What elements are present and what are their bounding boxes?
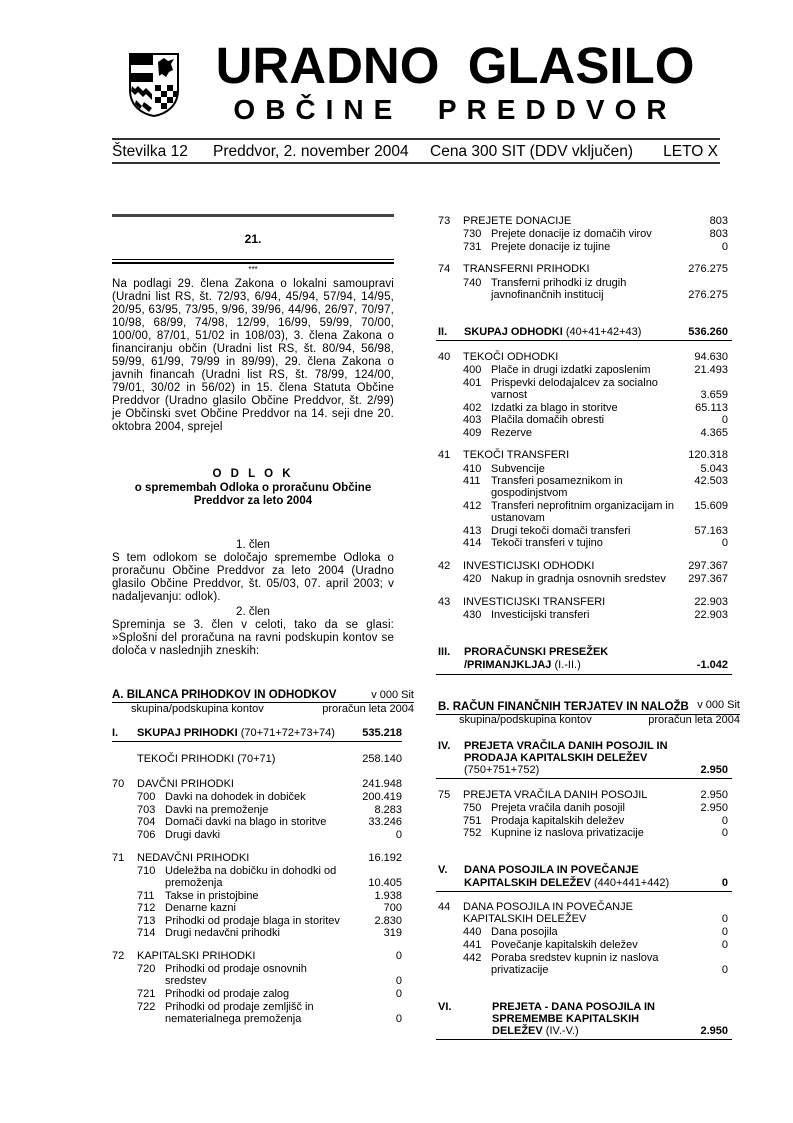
total-IV-label-line2: PRODAJA KAPITALSKIH DELEŽEV	[464, 752, 648, 764]
item-value: 319	[383, 927, 402, 940]
total-VI-formula: (IV.-V.)	[545, 1025, 579, 1037]
item-value: 2.830	[374, 914, 402, 927]
item-value: 42.503	[694, 475, 728, 488]
article-1-heading: 1. člen	[236, 539, 270, 551]
item-label-line2: ustanovam	[491, 512, 545, 525]
item-value: 0	[721, 827, 728, 840]
item-label: Takse in pristojbine	[165, 889, 259, 902]
item-label: Prihodki od prodaje osnovnih	[165, 963, 307, 976]
item-value: 803	[709, 228, 728, 241]
item-label-line2: nematerialnega premoženja	[165, 1012, 302, 1025]
tekoci-prihodki-label: TEKOČI PRIHODKI (70+71)	[137, 753, 276, 765]
group-value: 2.950	[700, 789, 728, 801]
item-code: 409	[463, 426, 482, 439]
total-I-formula: (70+71+72+73+74)	[240, 727, 335, 739]
item-code: 751	[463, 814, 482, 827]
group-value: 94.630	[694, 351, 728, 363]
group-value: 0	[721, 913, 728, 926]
item-code: 414	[463, 537, 482, 550]
item-code: 722	[137, 1000, 156, 1013]
total-I-label	[137, 727, 335, 740]
item-code: 440	[463, 926, 482, 939]
item-value: 0	[721, 537, 728, 550]
total-VI-title: DELEŽEV	[492, 1025, 543, 1037]
divider	[112, 214, 394, 217]
item-value: 0	[395, 975, 402, 988]
item-label: Povečanje kapitalskih deležev	[491, 939, 638, 951]
item-value: 21.493	[694, 364, 728, 377]
article-2-heading: 2. člen	[236, 606, 270, 618]
item-label: Prihodki od prodaje blaga in storitev	[165, 914, 340, 927]
total-V-number: V.	[438, 864, 448, 876]
item-value: 57.163	[694, 524, 728, 537]
group-label-line2: KAPITALSKIH DELEŽEV	[463, 913, 587, 926]
item-value: 276.275	[688, 288, 728, 301]
item-code: 714	[137, 927, 156, 940]
table-a-title: A. BILANCA PRIHODKOV IN ODHODKOV	[112, 689, 337, 701]
table-b-unit: v 000 Sit	[697, 699, 740, 711]
item-label: Domači davki na blago in storitve	[165, 816, 327, 829]
item-value: 0	[721, 240, 728, 253]
place-date: Preddvor, 2. november 2004	[213, 143, 409, 160]
item-code: 410	[463, 462, 482, 475]
item-code: 700	[137, 791, 156, 804]
decree-subtitle	[112, 482, 394, 508]
item-code: 441	[463, 939, 482, 951]
group-value: 276.275	[688, 263, 728, 276]
item-label: Davki na dohodek in dobiček	[165, 791, 306, 804]
item-code: 442	[463, 951, 482, 964]
group-label: NEDAVČNI PRIHODKI	[137, 851, 250, 864]
item-label: Plače in drugi izdatki zaposlenim	[491, 364, 651, 377]
group-label: DANA POSOJILA IN POVEČANJE	[463, 901, 633, 913]
item-label: Transferi neprofitnim organizacijam in	[491, 500, 674, 512]
item-code: 400	[463, 364, 482, 377]
item-label-line2: premoženja	[165, 877, 223, 889]
decree-heading: O D L O K	[212, 468, 294, 480]
item-label-line2: varnost	[491, 389, 528, 401]
item-code: 412	[463, 500, 482, 512]
table-a-unit: v 000 Sit	[371, 689, 414, 701]
item-label: Kupnine iz naslova privatizacije	[491, 827, 644, 840]
group-label: PREJETE DONACIJE	[463, 215, 572, 227]
group-value: 241.948	[362, 778, 402, 790]
total-IV-formula: (750+751+752)	[464, 764, 540, 776]
total-VI-label-line2: SPREMEMBE KAPITALSKIH	[492, 1013, 640, 1025]
group-value: 803	[709, 215, 728, 227]
item-code: 713	[137, 914, 156, 927]
total-III-value: -1.042	[696, 659, 728, 671]
item-label-line2: javnofinančnih institucij	[491, 288, 604, 301]
item-code: 403	[463, 414, 482, 427]
item-label: Prejete donacije iz domačih virov	[491, 228, 652, 241]
item-code: 721	[137, 988, 156, 1000]
item-label: Drugi tekoči domači transferi	[491, 524, 631, 537]
item-label: Dana posojila	[491, 926, 558, 939]
group-code: 70	[112, 778, 125, 790]
item-value: 4.365	[700, 426, 728, 439]
table-a-col-header-2: proračun leta 2004	[322, 703, 414, 715]
item-label: Prejete donacije iz tujine	[491, 240, 611, 253]
group-code: 43	[438, 595, 451, 608]
divider	[112, 259, 394, 264]
group-code: 42	[438, 560, 451, 572]
total-III-number: III.	[438, 646, 451, 658]
item-value: 0	[721, 939, 728, 951]
total-VI-label-line3	[492, 1025, 579, 1038]
item-value: 0	[721, 814, 728, 827]
separator-stars: ***	[248, 265, 258, 274]
group-value: 22.903	[694, 595, 728, 608]
item-code: 430	[463, 609, 482, 621]
table-b-col-header-1: skupina/podskupina kontov	[459, 714, 592, 726]
item-label: Transferni prihodki iz drugih	[491, 276, 627, 289]
group-code: 44	[438, 901, 451, 913]
group-label: PREJETA VRAČILA DANIH POSOJIL	[463, 789, 648, 801]
total-V-label-line2	[464, 877, 669, 890]
item-label: Prihodki od prodaje zalog	[165, 988, 290, 1000]
item-label: Drugi nedavčni prihodki	[165, 927, 280, 940]
group-code: 72	[112, 950, 125, 962]
item-value: 65.113	[695, 401, 728, 414]
group-code: 40	[438, 351, 451, 363]
item-label: Prispevki delodajalcev za socialno	[491, 376, 658, 389]
year-volume: LETO X	[663, 143, 718, 160]
item-label-line2: sredstev	[165, 975, 207, 988]
item-value: 297.367	[688, 573, 728, 586]
item-code: 752	[463, 827, 482, 840]
group-label: TRANSFERNI PRIHODKI	[463, 263, 590, 276]
item-code: 420	[463, 573, 482, 586]
total-V-title: KAPITALSKIH DELEŽEV	[464, 877, 591, 889]
item-label: Poraba sredstev kupnin iz naslova	[491, 951, 659, 964]
item-code: 413	[463, 524, 482, 537]
item-value: 8.283	[374, 803, 402, 816]
issue-number: Številka 12	[112, 143, 188, 160]
total-III-title: /PRIMANJKLJAJ	[464, 659, 552, 671]
total-V-label-line1: DANA POSOJILA IN POVEČANJE	[464, 864, 639, 876]
decree-subtitle-line2: Preddvor za leto 2004	[193, 495, 313, 507]
item-value: 5.043	[700, 462, 728, 475]
total-I-value: 535.218	[362, 727, 402, 739]
group-label: TEKOČI TRANSFERI	[463, 449, 570, 462]
group-code: 71	[112, 851, 125, 864]
item-code: 706	[137, 829, 156, 841]
item-label: Transferi posameznikom in	[491, 475, 623, 488]
group-code: 74	[438, 263, 451, 276]
group-label: TEKOČI ODHODKI	[463, 351, 559, 363]
item-label: Davki na premoženje	[165, 803, 269, 816]
item-label: Tekoči transferi v tujino	[491, 537, 603, 550]
item-code: 703	[137, 803, 156, 816]
total-I-title: SKUPAJ PRIHODKI	[137, 727, 238, 739]
group-value: 0	[395, 950, 402, 962]
item-label: Investicijski transferi	[491, 609, 590, 621]
group-code: 73	[438, 215, 451, 227]
total-III-label-line2	[464, 659, 581, 672]
total-VI-label-line1: PREJETA - DANA POSOJILA IN	[492, 1001, 655, 1013]
total-II-label	[464, 326, 641, 339]
table-a-col-header-1: skupina/podskupina kontov	[131, 703, 264, 715]
total-V-value: 0	[721, 877, 728, 889]
preamble-text: Na podlagi 29. člena Zakona o lokalni samoupravi (Uradni list RS, št. 72/93, 6/94, 45/94, 57/94, 14/95, 20/95, 63/95, 73/95, 9/96, 39/96, 44/96, 26/97, 70/97, 10/98, 68/99, 74/98, 12/99, 16/99, 59/99, 70/00, 100/00, 87/01, 51/02 in 108/03), 3. člena Zakona o financiranju občin (Uradni list RS, št. 80/94, 56/98, 59/99, 61/99, 79/99 in 89/99), 29. člena Zakona o javnih financah (Uradni list RS, št. 78/99, 124/00, 79/01, 30/02 in 56/02) in 15. člena Statuta Občine Preddvor (Uradno glasilo Občine Preddvor, št. 2/99) je Občinski svet Občine Preddvor na 14. seji dne 20. oktobra 2004, sprejel	[112, 278, 394, 433]
total-V-formula: (440+441+442)	[593, 877, 670, 889]
group-value: 297.367	[688, 560, 728, 572]
divider	[436, 1039, 732, 1040]
total-II-title: SKUPAJ ODHODKI	[464, 326, 563, 338]
item-code: 740	[463, 276, 482, 289]
item-label: Prodaja kapitalskih deležev	[491, 814, 625, 827]
item-label: Subvencije	[491, 462, 545, 475]
item-value: 15.609	[694, 500, 728, 512]
item-value: 10.405	[368, 877, 402, 889]
item-label: Udeležba na dobičku in dohodki od	[165, 864, 337, 877]
price: Cena 300 SIT (DDV vključen)	[430, 143, 634, 160]
article-1-text: S tem odlokom se določajo spremembe Odloka o proračunu Občine Preddvor za leto 2004 (Uradno glasilo Občine Preddvor, št. 05/03, 07. april 2003; v nadaljevanju: odlok).	[112, 552, 394, 603]
item-code: 704	[137, 816, 156, 829]
item-value: 3.659	[700, 389, 728, 401]
publication-subtitle: OBČINE PREDDVOR	[233, 94, 677, 125]
total-IV-value: 2.950	[700, 764, 728, 776]
item-value: 1.938	[374, 889, 402, 902]
item-label-line2: privatizacije	[491, 963, 549, 976]
group-code: 75	[438, 789, 451, 801]
total-III-label-line1: PRORAČUNSKI PRESEŽEK	[464, 646, 609, 658]
item-label: Rezerve	[491, 426, 532, 439]
item-value: 22.903	[694, 609, 728, 621]
article-number: 21.	[244, 232, 262, 246]
table-b-title: B. RAČUN FINANČNIH TERJATEV IN NALOŽB	[438, 701, 689, 713]
total-VI-number: VI.	[438, 1001, 452, 1013]
item-value: 200.419	[362, 791, 402, 804]
group-label: INVESTICIJSKI TRANSFERI	[463, 595, 606, 608]
item-code: 711	[137, 889, 155, 902]
item-value: 700	[383, 902, 402, 915]
item-code: 411	[463, 475, 481, 488]
divider	[436, 340, 732, 341]
item-value: 0	[395, 1012, 402, 1025]
total-III-formula: (I.-II.)	[554, 659, 581, 671]
item-code: 731	[463, 240, 482, 253]
item-label: Izdatki za blago in storitve	[491, 401, 618, 414]
article-2-text: Spreminja se 3. člen v celoti, tako da se glasi: »Splošni del proračuna na ravni podskupin kontov se določa v naslednjih zneskih:	[112, 619, 394, 657]
total-II-value: 536.260	[688, 326, 728, 338]
total-VI-value: 2.950	[700, 1025, 728, 1037]
item-value: 2.950	[700, 802, 728, 815]
item-value: 0	[395, 829, 402, 841]
divider	[436, 891, 732, 892]
divider	[436, 674, 732, 675]
table-b-col-header-2: proračun leta 2004	[648, 714, 740, 726]
item-value: 0	[721, 963, 728, 976]
group-value: 120.318	[688, 449, 728, 462]
total-IV-number: IV.	[438, 740, 451, 752]
item-code: 710	[137, 864, 156, 877]
group-label: DAVČNI PRIHODKI	[137, 778, 234, 790]
item-code: 712	[137, 902, 156, 915]
item-label: Nakup in gradnja osnovnih sredstev	[491, 573, 666, 586]
item-code: 720	[137, 963, 156, 976]
item-label: Drugi davki	[165, 829, 221, 841]
decree-subtitle-line1: o spremembah Odloka o proračunu Občine	[134, 482, 372, 494]
item-label: Plačila domačih obresti	[491, 414, 605, 427]
item-code: 730	[463, 228, 482, 241]
divider	[112, 741, 402, 742]
group-label: INVESTICIJSKI ODHODKI	[463, 560, 595, 572]
total-IV-label-line1: PREJETA VRAČILA DANIH POSOJIL IN	[464, 740, 668, 752]
coat-of-arms-logo	[128, 52, 180, 118]
group-label: KAPITALSKI PRIHODKI	[137, 950, 256, 962]
item-label: Prihodki od prodaje zemljišč in	[165, 1000, 314, 1013]
divider	[436, 778, 732, 779]
publication-title: URADNO GLASILO	[215, 37, 695, 94]
item-value: 0	[395, 988, 402, 1000]
total-I-number: I.	[112, 727, 119, 739]
item-value: 33.246	[368, 816, 402, 829]
item-code: 402	[463, 401, 482, 414]
group-code: 41	[438, 449, 451, 462]
issue-info-bar	[112, 138, 720, 164]
item-value: 0	[721, 414, 728, 427]
item-code: 401	[463, 376, 482, 389]
group-value: 16.192	[368, 851, 402, 864]
total-II-formula: (40+41+42+43)	[565, 326, 642, 338]
item-code: 750	[463, 802, 482, 815]
total-II-number: II.	[438, 326, 448, 338]
item-label-line2: gospodinjstvom	[491, 487, 568, 500]
item-label: Prejeta vračila danih posojil	[491, 802, 625, 815]
item-label: Denarne kazni	[165, 902, 236, 915]
tekoci-prihodki-value: 258.140	[362, 753, 402, 765]
item-value: 0	[721, 926, 728, 939]
